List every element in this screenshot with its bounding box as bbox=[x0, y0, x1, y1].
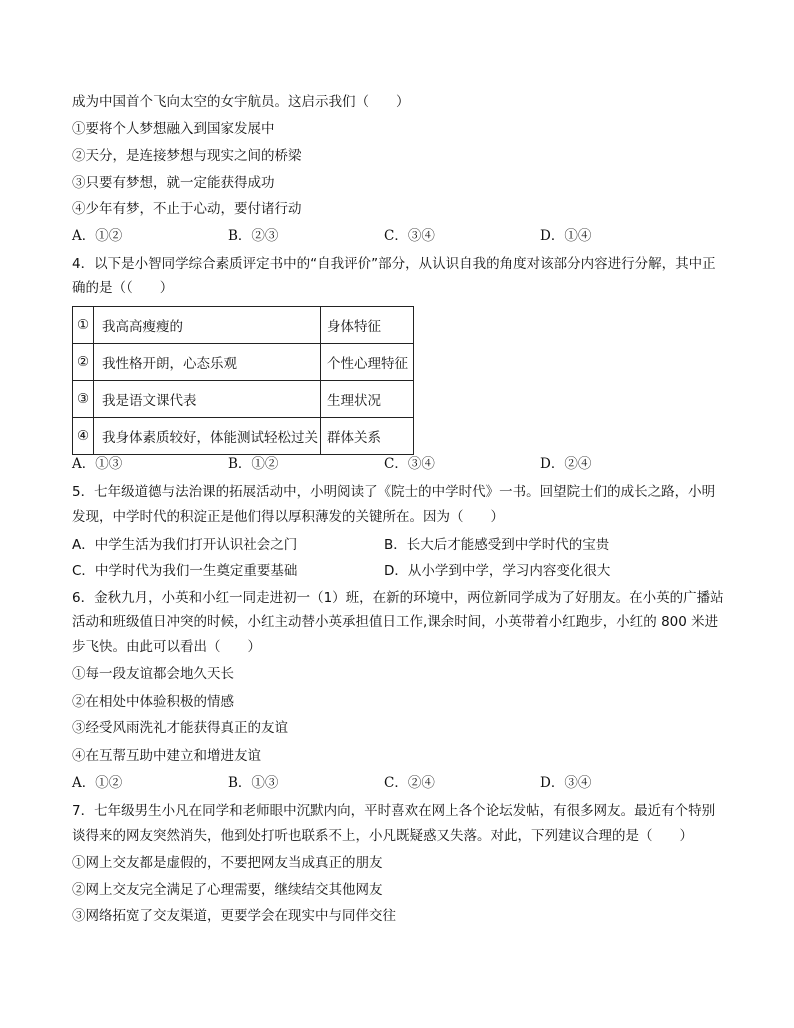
q3-item-2: ②天分，是连接梦想与现实之间的桥梁 bbox=[72, 148, 302, 164]
table-cell-category: 个性心理特征 bbox=[321, 344, 414, 381]
q6-item-4: ④在互帮互助中建立和增进友谊 bbox=[72, 748, 261, 764]
table-cell-statement: 我是语文课代表 bbox=[94, 381, 321, 418]
table-cell-category: 群体关系 bbox=[321, 418, 414, 455]
q4-stem-line-2: 确的是（（ ） bbox=[72, 280, 174, 296]
q3-option-a: A．①② bbox=[72, 228, 123, 244]
q5-options-row-2 bbox=[72, 563, 712, 579]
q7-stem-line-1: 7．七年级男生小凡在同学和老师眼中沉默内向，平时喜欢在网上各个论坛发帖，有很多网友。最近有个特别 bbox=[72, 803, 716, 819]
q7-stem-line-2: 谈得来的网友突然消失，他到处打听也联系不上，小凡既疑惑又失落。对此，下列建议合理的是（ ） bbox=[72, 828, 693, 844]
table-row bbox=[73, 307, 414, 344]
table-cell-index: ④ bbox=[73, 418, 94, 455]
q5-stem-line-1: 5．七年级道德与法治课的拓展活动中，小明阅读了《院士的中学时代》一书。回望院士们的成长之路，小明 bbox=[72, 484, 716, 500]
q3-option-c: C．③④ bbox=[384, 228, 435, 244]
q5-option-a: A．中学生活为我们打开认识社会之门 bbox=[72, 537, 298, 553]
q5-stem-line-2: 发现，中学时代的积淀正是他们得以厚积薄发的关键所在。因为（ ） bbox=[72, 509, 504, 525]
table-row bbox=[73, 418, 414, 455]
table-cell-statement: 我身体素质较好，体能测试轻松过关 bbox=[94, 418, 321, 455]
q3-stem-end: 成为中国首个飞向太空的女宇航员。这启示我们（ ） bbox=[72, 94, 410, 110]
table-row bbox=[73, 381, 414, 418]
q6-option-d: D．③④ bbox=[540, 775, 592, 791]
q4-options bbox=[72, 456, 712, 472]
q5-option-c: C．中学时代为我们一生奠定重要基础 bbox=[72, 563, 298, 579]
q6-options bbox=[72, 775, 712, 791]
table-cell-index: ② bbox=[73, 344, 94, 381]
table-cell-statement: 我高高瘦瘦的 bbox=[94, 307, 321, 344]
q3-option-d: D．①④ bbox=[540, 228, 592, 244]
q6-item-3: ③经受风雨洗礼才能获得真正的友谊 bbox=[72, 720, 288, 736]
q4-option-d: D．②④ bbox=[540, 456, 592, 472]
q4-option-c: C．③④ bbox=[384, 456, 435, 472]
q6-option-a: A．①② bbox=[72, 775, 123, 791]
table-cell-category: 生理状况 bbox=[321, 381, 414, 418]
q3-item-3: ③只要有梦想，就一定能获得成功 bbox=[72, 175, 275, 191]
q3-item-4: ④少年有梦，不止于心动，要付诸行动 bbox=[72, 201, 302, 217]
q6-stem-line-1: 6．金秋九月，小英和小红一同走进初一（1）班，在新的环境中，两位新同学成为了好朋友。在小英的广播站 bbox=[72, 590, 724, 606]
q3-option-b: B．②③ bbox=[228, 228, 279, 244]
q6-item-1: ①每一段友谊都会地久天长 bbox=[72, 666, 234, 682]
table-cell-index: ① bbox=[73, 307, 94, 344]
table-row bbox=[73, 344, 414, 381]
q5-option-d: D．从小学到中学，学习内容变化很大 bbox=[384, 563, 611, 579]
q6-option-c: C．②④ bbox=[384, 775, 435, 791]
q6-item-2: ②在相处中体验积极的情感 bbox=[72, 694, 234, 710]
q3-options bbox=[72, 228, 712, 244]
q7-item-1: ①网上交友都是虚假的，不要把网友当成真正的朋友 bbox=[72, 855, 383, 871]
q6-option-b: B．①③ bbox=[228, 775, 279, 791]
q3-item-1: ①要将个人梦想融入到国家发展中 bbox=[72, 121, 275, 137]
q6-stem-line-2: 活动和班级值日冲突的时候，小红主动替小英承担值日工作,课余时间，小英带着小红跑步，小红的 800 米进 bbox=[72, 614, 719, 630]
q6-stem-line-3: 步飞快。由此可以看出（ ） bbox=[72, 639, 261, 655]
table-cell-statement: 我性格开朗，心态乐观 bbox=[94, 344, 321, 381]
q4-option-a: A．①③ bbox=[72, 456, 123, 472]
table-cell-index: ③ bbox=[73, 381, 94, 418]
table-cell-category: 身体特征 bbox=[321, 307, 414, 344]
q7-item-2: ②网上交友完全满足了心理需要，继续结交其他网友 bbox=[72, 882, 383, 898]
self-evaluation-table bbox=[72, 306, 414, 455]
q4-stem-line-1: 4．以下是小智同学综合素质评定书中的“自我评价”部分，从认识自我的角度对该部分内容进行分解，其中正 bbox=[72, 256, 716, 272]
q7-item-3: ③网络拓宽了交友渠道，更要学会在现实中与同伴交往 bbox=[72, 908, 396, 924]
q5-options-row-1 bbox=[72, 537, 712, 553]
q4-option-b: B．①② bbox=[228, 456, 279, 472]
q5-option-b: B．长大后才能感受到中学时代的宝贵 bbox=[384, 537, 610, 553]
